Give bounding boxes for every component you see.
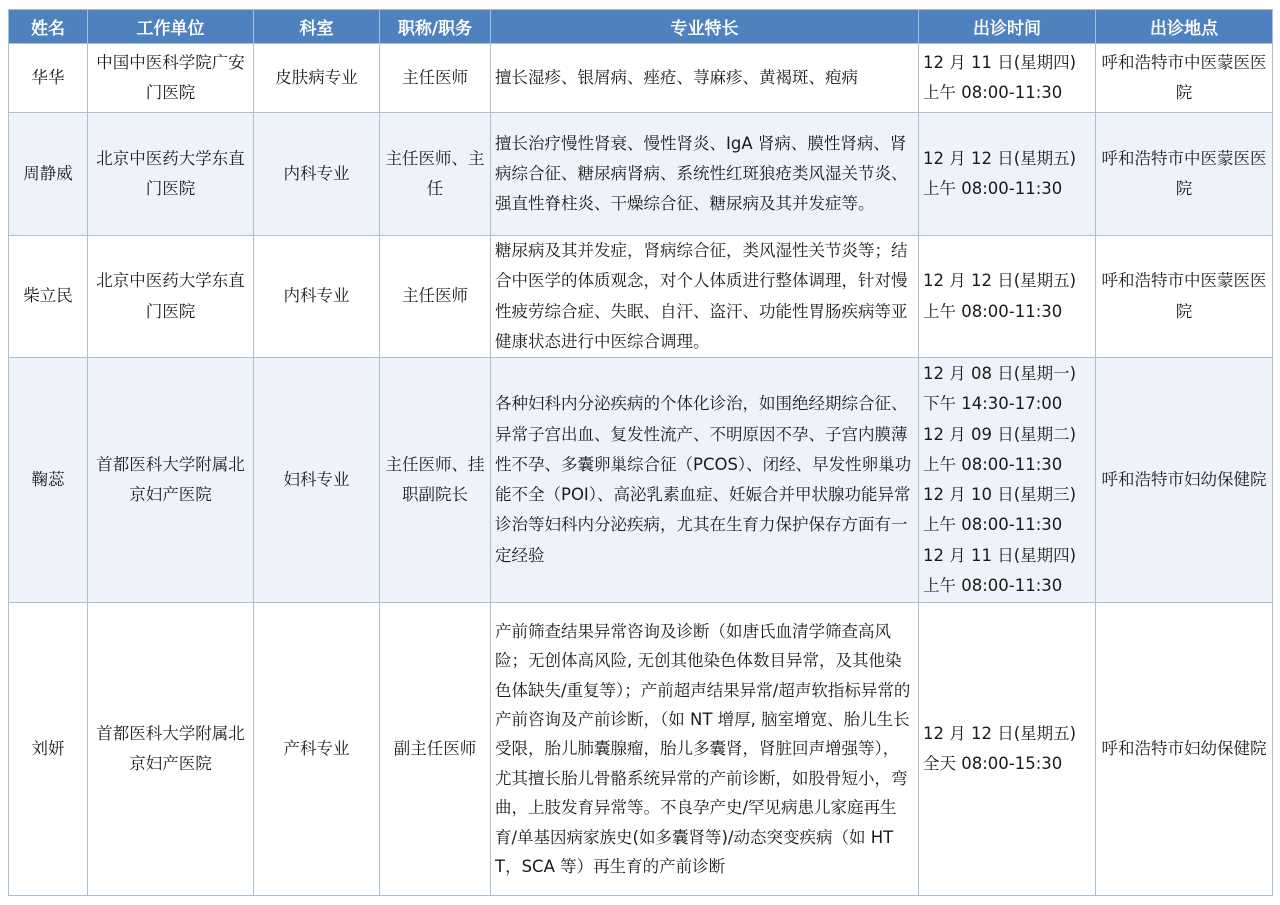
department: 内科专业	[254, 236, 380, 358]
doctor-name: 刘妍	[9, 603, 88, 896]
doctor-name: 鞠蕊	[9, 358, 88, 603]
job-title: 主任医师、挂职副院长	[380, 358, 491, 603]
clinic-time-line: 上午 08:00-11:30	[923, 301, 1063, 321]
clinic-times	[919, 44, 1096, 113]
work-unit: 中国中医科学院广安门医院	[88, 44, 254, 113]
header-title: 职称/职务	[380, 10, 491, 44]
clinic-time-line: 12 月 12 日(星期五)	[923, 723, 1077, 743]
clinic-time-line: 12 月 11 日(星期四)	[923, 52, 1077, 72]
header-time: 出诊时间	[919, 10, 1096, 44]
clinic-times	[919, 236, 1096, 358]
clinic-time-line: 下午 14:30-17:00	[923, 394, 1063, 414]
specialty: 擅长湿疹、银屑病、痤疮、荨麻疹、黄褐斑、疱病	[491, 44, 919, 113]
specialty: 各种妇科内分泌疾病的个体化诊治，如围绝经期综合征、异常子宫出血、复发性流产、不明原因不孕、子宫内膜薄性不孕、多囊卵巢综合征（PCOS）、闭经、早发性卵巢功能不全（POI）、高泌乳素血症、妊娠合并甲状腺功能异常诊治等妇科内分泌疾病，尤其在生育力保护保存方面有一定经验	[491, 358, 919, 603]
clinic-time-line: 上午 08:00-11:30	[923, 576, 1063, 596]
doctor-name: 华华	[9, 44, 88, 113]
table-row	[9, 236, 1273, 358]
clinic-time-line: 上午 08:00-11:30	[923, 515, 1063, 535]
department: 妇科专业	[254, 358, 380, 603]
clinic-location: 呼和浩特市中医蒙医医院	[1096, 236, 1273, 358]
work-unit: 北京中医药大学东直门医院	[88, 236, 254, 358]
doctor-name: 周静威	[9, 113, 88, 236]
header-row	[9, 10, 1273, 44]
clinic-time-line: 12 月 11 日(星期四)	[923, 545, 1077, 565]
department: 产科专业	[254, 603, 380, 896]
work-unit: 首都医科大学附属北京妇产医院	[88, 603, 254, 896]
clinic-time-line: 上午 08:00-11:30	[923, 454, 1063, 474]
job-title: 主任医师	[380, 44, 491, 113]
clinic-time-line: 12 月 10 日(星期三)	[923, 485, 1077, 505]
doctor-name: 柴立民	[9, 236, 88, 358]
department: 皮肤病专业	[254, 44, 380, 113]
clinic-time-line: 12 月 12 日(星期五)	[923, 271, 1077, 291]
header-dept: 科室	[254, 10, 380, 44]
department: 内科专业	[254, 113, 380, 236]
header-unit: 工作单位	[88, 10, 254, 44]
clinic-location: 呼和浩特市妇幼保健院	[1096, 603, 1273, 896]
clinic-schedule-table	[8, 9, 1273, 896]
clinic-times	[919, 113, 1096, 236]
clinic-time-line: 全天 08:00-15:30	[923, 754, 1063, 774]
clinic-location: 呼和浩特市妇幼保健院	[1096, 358, 1273, 603]
specialty: 糖尿病及其并发症，肾病综合征，类风湿性关节炎等；结合中医学的体质观念，对个人体质进行整体调理，针对慢性疲劳综合症、失眠、自汗、盗汗、功能性胃肠疾病等亚健康状态进行中医综合调理。	[491, 236, 919, 358]
header-location: 出诊地点	[1096, 10, 1273, 44]
clinic-time-line: 上午 08:00-11:30	[923, 179, 1063, 198]
table-row	[9, 358, 1273, 603]
header-specialty: 专业特长	[491, 10, 919, 44]
work-unit: 首都医科大学附属北京妇产医院	[88, 358, 254, 603]
specialty: 产前筛查结果异常咨询及诊断（如唐氏血清学筛查高风险；无创体高风险, 无创其他染色体数目异常，及其他染色体缺失/重复等）；产前超声结果异常/超声软指标异常的产前咨询及产前诊断，（如 NT 增厚, 脑室增宽、胎儿生长受限，胎儿肺囊腺瘤，胎儿多囊肾，肾脏回声增强等），尤其擅长胎儿骨骼系统异常的产前诊断，如股骨短小，弯曲，上肢发育异常等。不良孕产史/罕见病患儿家庭再生育/单基因病家族史(如多囊肾等)/动态突变疾病（如 HTT，SCA 等）再生育的产前诊断	[491, 603, 919, 896]
job-title: 副主任医师	[380, 603, 491, 896]
specialty: 擅长治疗慢性肾衰、慢性肾炎、IgA 肾病、膜性肾病、肾病综合征、糖尿病肾病、系统性红斑狼疮类风湿关节炎、强直性脊柱炎、干燥综合征、糖尿病及其并发症等。	[491, 113, 919, 236]
clinic-time-line: 12 月 09 日(星期二)	[923, 424, 1077, 444]
clinic-location: 呼和浩特市中医蒙医医院	[1096, 113, 1273, 236]
clinic-times	[919, 603, 1096, 896]
table-row	[9, 603, 1273, 896]
table-row	[9, 44, 1273, 113]
clinic-time-line: 上午 08:00-11:30	[923, 83, 1063, 102]
job-title: 主任医师、主任	[380, 113, 491, 236]
header-name: 姓名	[9, 10, 88, 44]
job-title: 主任医师	[380, 236, 491, 358]
clinic-location: 呼和浩特市中医蒙医医院	[1096, 44, 1273, 113]
clinic-time-line: 12 月 12 日(星期五)	[923, 148, 1077, 168]
table-row	[9, 113, 1273, 236]
clinic-time-line: 12 月 08 日(星期一)	[923, 364, 1077, 383]
clinic-times	[919, 358, 1096, 603]
work-unit: 北京中医药大学东直门医院	[88, 113, 254, 236]
